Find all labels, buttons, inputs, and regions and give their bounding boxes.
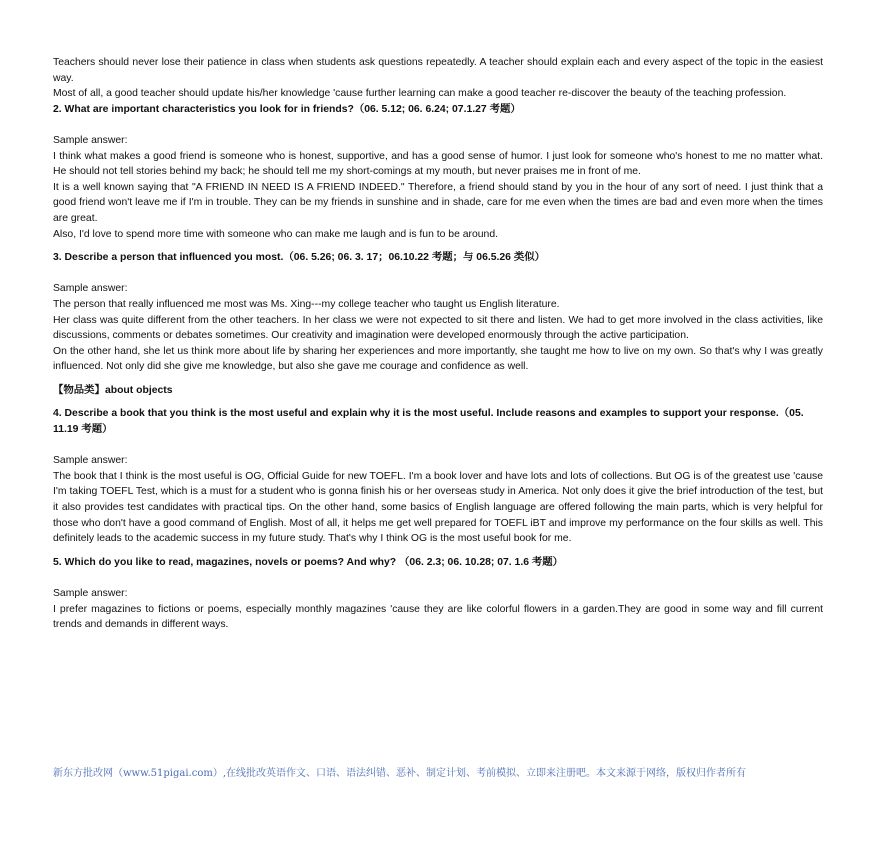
- intro-paragraph-2: Most of all, a good teacher should update his/her knowledge 'cause further learning can make a good teacher re-discover the beauty of the teaching profession.: [53, 88, 787, 100]
- q5-paragraph-1: I prefer magazines to fictions or poems, especially monthly magazines 'cause they are like colorful flowers in a garden.They are good in some way and fill current trends and demands in different ways.: [53, 603, 823, 631]
- sample-answer-label: Sample answer:: [53, 455, 128, 467]
- q3-paragraph-3: On the other hand, she let us think more about life by sharing her experiences and more importantly, she taught me how to live on my own. So that's why I was greatly influenced. Not only did she give me knowledge, but also she gave me courage and confidence as well.: [53, 345, 823, 373]
- question-5-heading: 5. Which do you like to read, magazines, novels or poems? And why? （06. 2.3; 06. 10.28; 07. 1.6 考题）: [53, 556, 564, 568]
- q3-paragraph-2: Her class was quite different from the other teachers. In her class we were not expected to sit there and listen. We had to get more involved in the class activities, like discussions, comments or debates sometimes. Our creativity and imagination were developed enormously through the active participation.: [53, 314, 823, 342]
- footer-note: 新东方批改网（www.51pigai.com）,在线批改英语作文、口语、语法纠错、恶补、制定计划、考前模拟、立即来注册吧。本文来源于网络，版权归作者所有: [53, 768, 747, 779]
- q2-paragraph-1: I think what makes a good friend is someone who is honest, supportive, and has a good sense of humor. I just look for someone who's honest to me no matter what. He should not tell stories behind my back; he should tell me my short-comings at my mouth, but never praises me in front of me.: [53, 150, 823, 178]
- q2-paragraph-2: It is a well known saying that "A FRIEND IN NEED IS A FRIEND INDEED." Therefore, a friend should stand by you in the hour of any sort of need. I just think that a good friend won't leave me if I'm in trouble. They can be my friends in sunshine and in shade, care for me even when the times are bad and even more when the times are great.: [53, 181, 823, 224]
- section-heading-objects: 【物品类】about objects: [53, 384, 173, 396]
- q2-paragraph-3: Also, I'd love to spend more time with someone who can make me laugh and is fun to be around.: [53, 228, 498, 240]
- question-2-heading: 2. What are important characteristics you look for in friends?（06. 5.12; 06. 6.24; 07.1.27 考题）: [53, 103, 521, 115]
- question-3-heading: 3. Describe a person that influenced you most.（06. 5.26; 06. 3. 17；06.10.22 考题；与 06.5.26 类似）: [53, 252, 546, 264]
- question-4-heading: 4. Describe a book that you think is the most useful and explain why it is the most useful. Include reasons and examples to support your response.（05. 11.19 考题）: [53, 408, 804, 436]
- q3-paragraph-1: The person that really influenced me most was Ms. Xing---my college teacher who taught us English literature.: [53, 298, 560, 310]
- q4-paragraph-1: The book that I think is the most useful is OG, Official Guide for new TOEFL. I'm a book lover and have lots and lots of collections. But OG is of the greatest use 'cause I'm taking TOEFL Test, which is a must for a student who is gonna finish his or her overseas study in America. Not only does it give the brief introduction of the test, but it also provides test candidates with practical tips. On the other hand, some basics of English language are offered following the main parts, which is very helpful for those who don't have a good command of English. Most of all, it helps me get well prepared for TOEFL iBT and improve my performance on the four skills as well. This definitely leads to the academic success in my future study. That's why I think OG is the most useful book for me.: [53, 470, 823, 545]
- sample-answer-label: Sample answer:: [53, 283, 128, 295]
- intro-paragraph-1: Teachers should never lose their patience in class when students ask questions repeatedly. A teacher should explain each and every aspect of the topic in the easiest way.: [53, 57, 823, 84]
- document-body: [53, 55, 823, 633]
- sample-answer-label: Sample answer:: [53, 588, 128, 599]
- sample-answer-label: Sample answer:: [53, 134, 128, 146]
